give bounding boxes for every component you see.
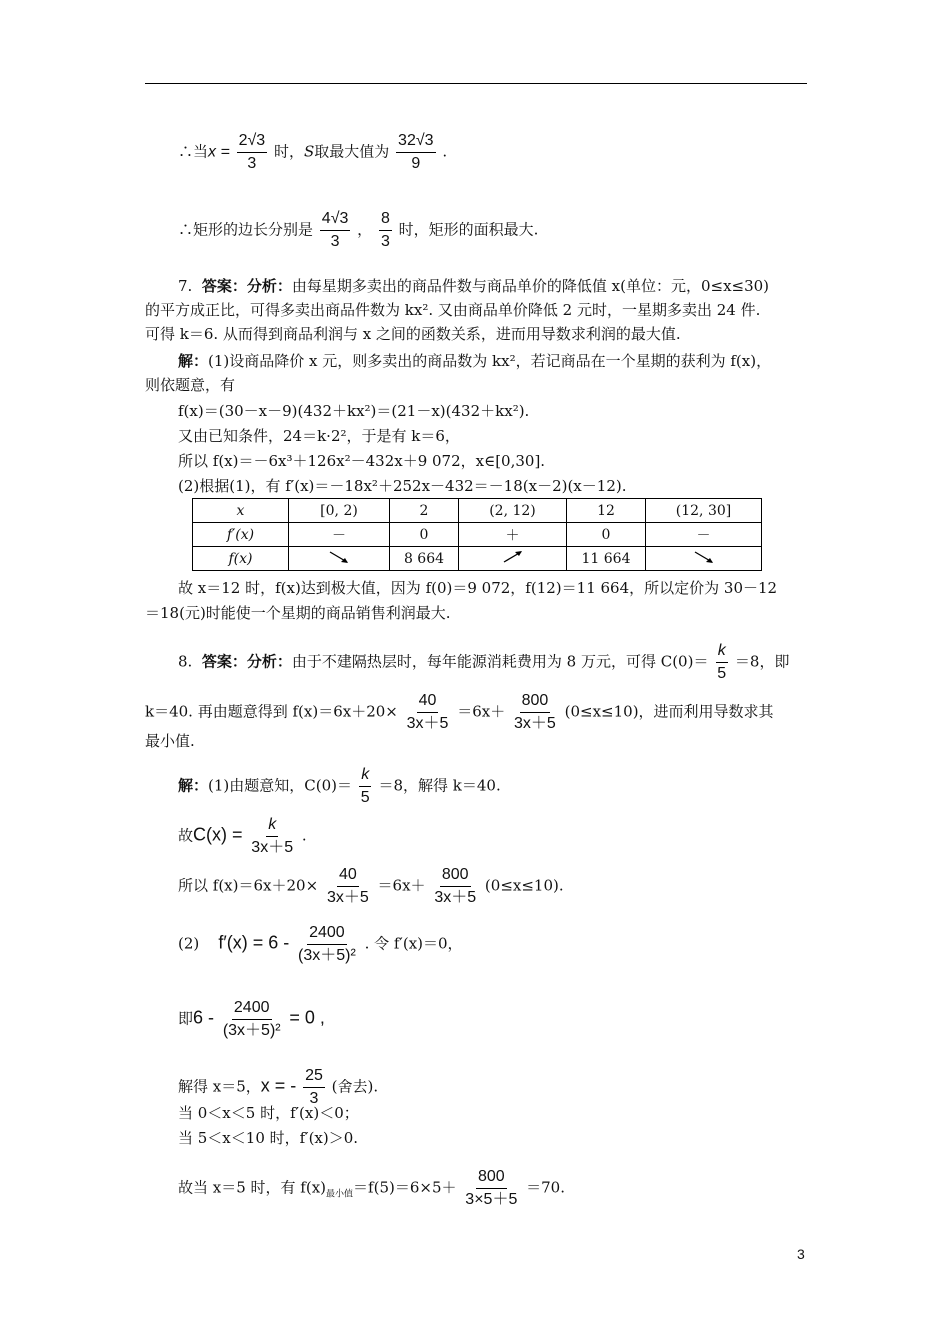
p8-solution-line6: 解得 x＝5，x = - $\frac{25}{3}$ (舍去). [178,1065,378,1110]
table-cell [459,547,567,571]
p7-solution-line5: 所以 f(x)＝－6x³＋126x²－432x＋9 072，x∈[0,30]. [178,452,546,470]
table-cell: 0 [390,523,459,547]
fraction: $\frac{2√3}{3}$ [238,132,266,172]
table-cell: － [646,523,762,547]
fraction: $\frac{40}{3x+5}$ [326,866,369,906]
p8-solution-line1: 解：(1)由题意知，C(0)＝ $\frac{k}{5}$ ＝8，解得 k＝40. [178,764,501,809]
p8-solution-line7: 当 0＜x＜5 时，f′(x)＜0； [178,1104,359,1122]
p8-solution-line9: 故当 x＝5 时，有 $f(x)_{最小值}=f(5)=6\times 5+$ $\frac{800}{3\times 5+5}$ ＝70. [178,1166,565,1211]
decreasing-arrow-icon [328,550,350,564]
fraction: $\frac{800}{3x+5}$ [434,866,477,906]
monotonicity-table [192,498,762,571]
fraction: $\frac{32√3}{9}$ [398,132,434,172]
increasing-arrow-icon [502,550,524,564]
table-cell: 2 [390,499,459,523]
fraction: $\frac{2400}{\text{(3x＋5)²}}$ [298,924,356,964]
p7-conclusion-line1: 故 x＝12 时，f(x)达到极大值，因为 f(0)＝9 072，f(12)＝11 664，所以定价为 30－12 [178,579,778,597]
line-max-value: ∴当x = $\frac{2√3}{3}$ 时，S取最大值为 $\frac{32√3}{9}$ . [178,130,447,175]
page-number: 3 [797,1246,805,1262]
fraction: $\frac{4√3}{3}$ [321,210,349,250]
table-cell: [0, 2) [289,499,390,523]
fraction: $\frac{2400}{\text{(3x＋5)²}}$ [222,999,281,1039]
table-cell: f′(x) [193,523,289,547]
p8-solution-line8: 当 5＜x＜10 时，f′(x)＞0. [178,1129,359,1147]
fraction: $\frac{40}{3x+5}$ [406,692,449,732]
fraction: $\frac{k}{3x+5}$ [251,816,294,856]
table-cell [289,547,390,571]
fraction: $\frac{k}{5}$ [717,642,727,682]
line-rectangle-sides: ∴矩形的边长分别是 $\frac{4√3}{3}$ ， $\frac{8}{3}$ 时，矩形的面积最大. [178,208,538,253]
fraction: $\frac{800}{3x+5}$ [514,692,556,732]
p7-analysis-line1: 7. 答案：分析：由每星期多卖出的商品件数与商品单价的降低值 x(单位：元，0≤x≤30) [178,277,770,295]
table-cell: f(x) [193,547,289,571]
table-row [193,499,762,523]
p7-solution-line6: (2)根据(1)，有 f′(x)＝－18x²＋252x－432＝－18(x－2)(x－12). [178,477,627,495]
header-rule [145,83,807,84]
fraction: $\frac{25}{3}$ [305,1067,323,1107]
fraction: $\frac{k}{5}$ [360,766,370,806]
p8-solution-line2: 故C(x) = $\frac{k}{3x+5}$ . [178,814,307,859]
p7-analysis-line3: 可得 k＝6. 从而得到商品利润与 x 之间的函数关系，进而用导数求利润的最大值. [145,325,681,343]
table-cell: x [193,499,289,523]
table-cell: 11 664 [567,547,646,571]
p7-solution-line2: 则依题意，有 [145,376,236,394]
p7-solution-line1: 解：(1)设商品降价 x 元，则多卖出的商品数为 kx²，若记商品在一个星期的获利为 f(x)， [178,352,772,370]
table-cell: 12 [567,499,646,523]
p8-solution-line4: (2) f′(x) = 6 - $\frac{2400}{\text{(3x＋5)²}}$ . 令 f′(x)＝0， [178,922,463,967]
table-cell: ＋ [459,523,567,547]
table-row [193,547,762,571]
p8-solution-line5: 即6 - $\frac{2400}{\text{(3x＋5)²}}$ = 0 , [178,997,325,1042]
table-cell: 8 664 [390,547,459,571]
p7-solution-line3: f(x)＝(30－x－9)(432＋kx²)＝(21－x)(432＋kx²). [178,402,530,420]
p8-analysis-line2: k＝40. 再由题意得到 f(x)＝6x＋20× $\frac{40}{3x+5}$ ＝6x＋ $\frac{800}{3x+5}$ (0≤x≤10)，进而利用导数求其 [145,690,774,735]
table-cell: － [289,523,390,547]
p8-analysis-line3: 最小值. [145,732,195,750]
p7-analysis-line2: 的平方成正比，可得多卖出商品件数为 kx². 又由商品单价降低 2 元时，一星期多卖出 24 件. [145,301,761,319]
fraction: $\frac{800}{3\times 5+5}$ [465,1168,518,1208]
p7-solution-line4: 又由已知条件，24＝k·2²，于是有 k＝6， [178,427,460,445]
p7-conclusion-line2: ＝18(元)时能使一个星期的商品销售利润最大. [145,604,451,622]
table-row [193,523,762,547]
table-cell: (12, 30] [646,499,762,523]
table-cell [646,547,762,571]
decreasing-arrow-icon [693,550,715,564]
table-cell: 0 [567,523,646,547]
p8-analysis-line1: 8. 答案：分析：由于不建隔热层时，每年能源消耗费用为 8 万元，可得 C(0)＝ $\frac{k}{5}$ ＝8，即 [178,640,789,685]
fraction: $\frac{8}{3}$ [380,210,390,250]
table-cell: (2, 12) [459,499,567,523]
p8-solution-line3: 所以 f(x)＝6x＋20× $\frac{40}{3x+5}$ ＝6x＋ $\frac{800}{3x+5}$ (0≤x≤10). [178,864,564,909]
